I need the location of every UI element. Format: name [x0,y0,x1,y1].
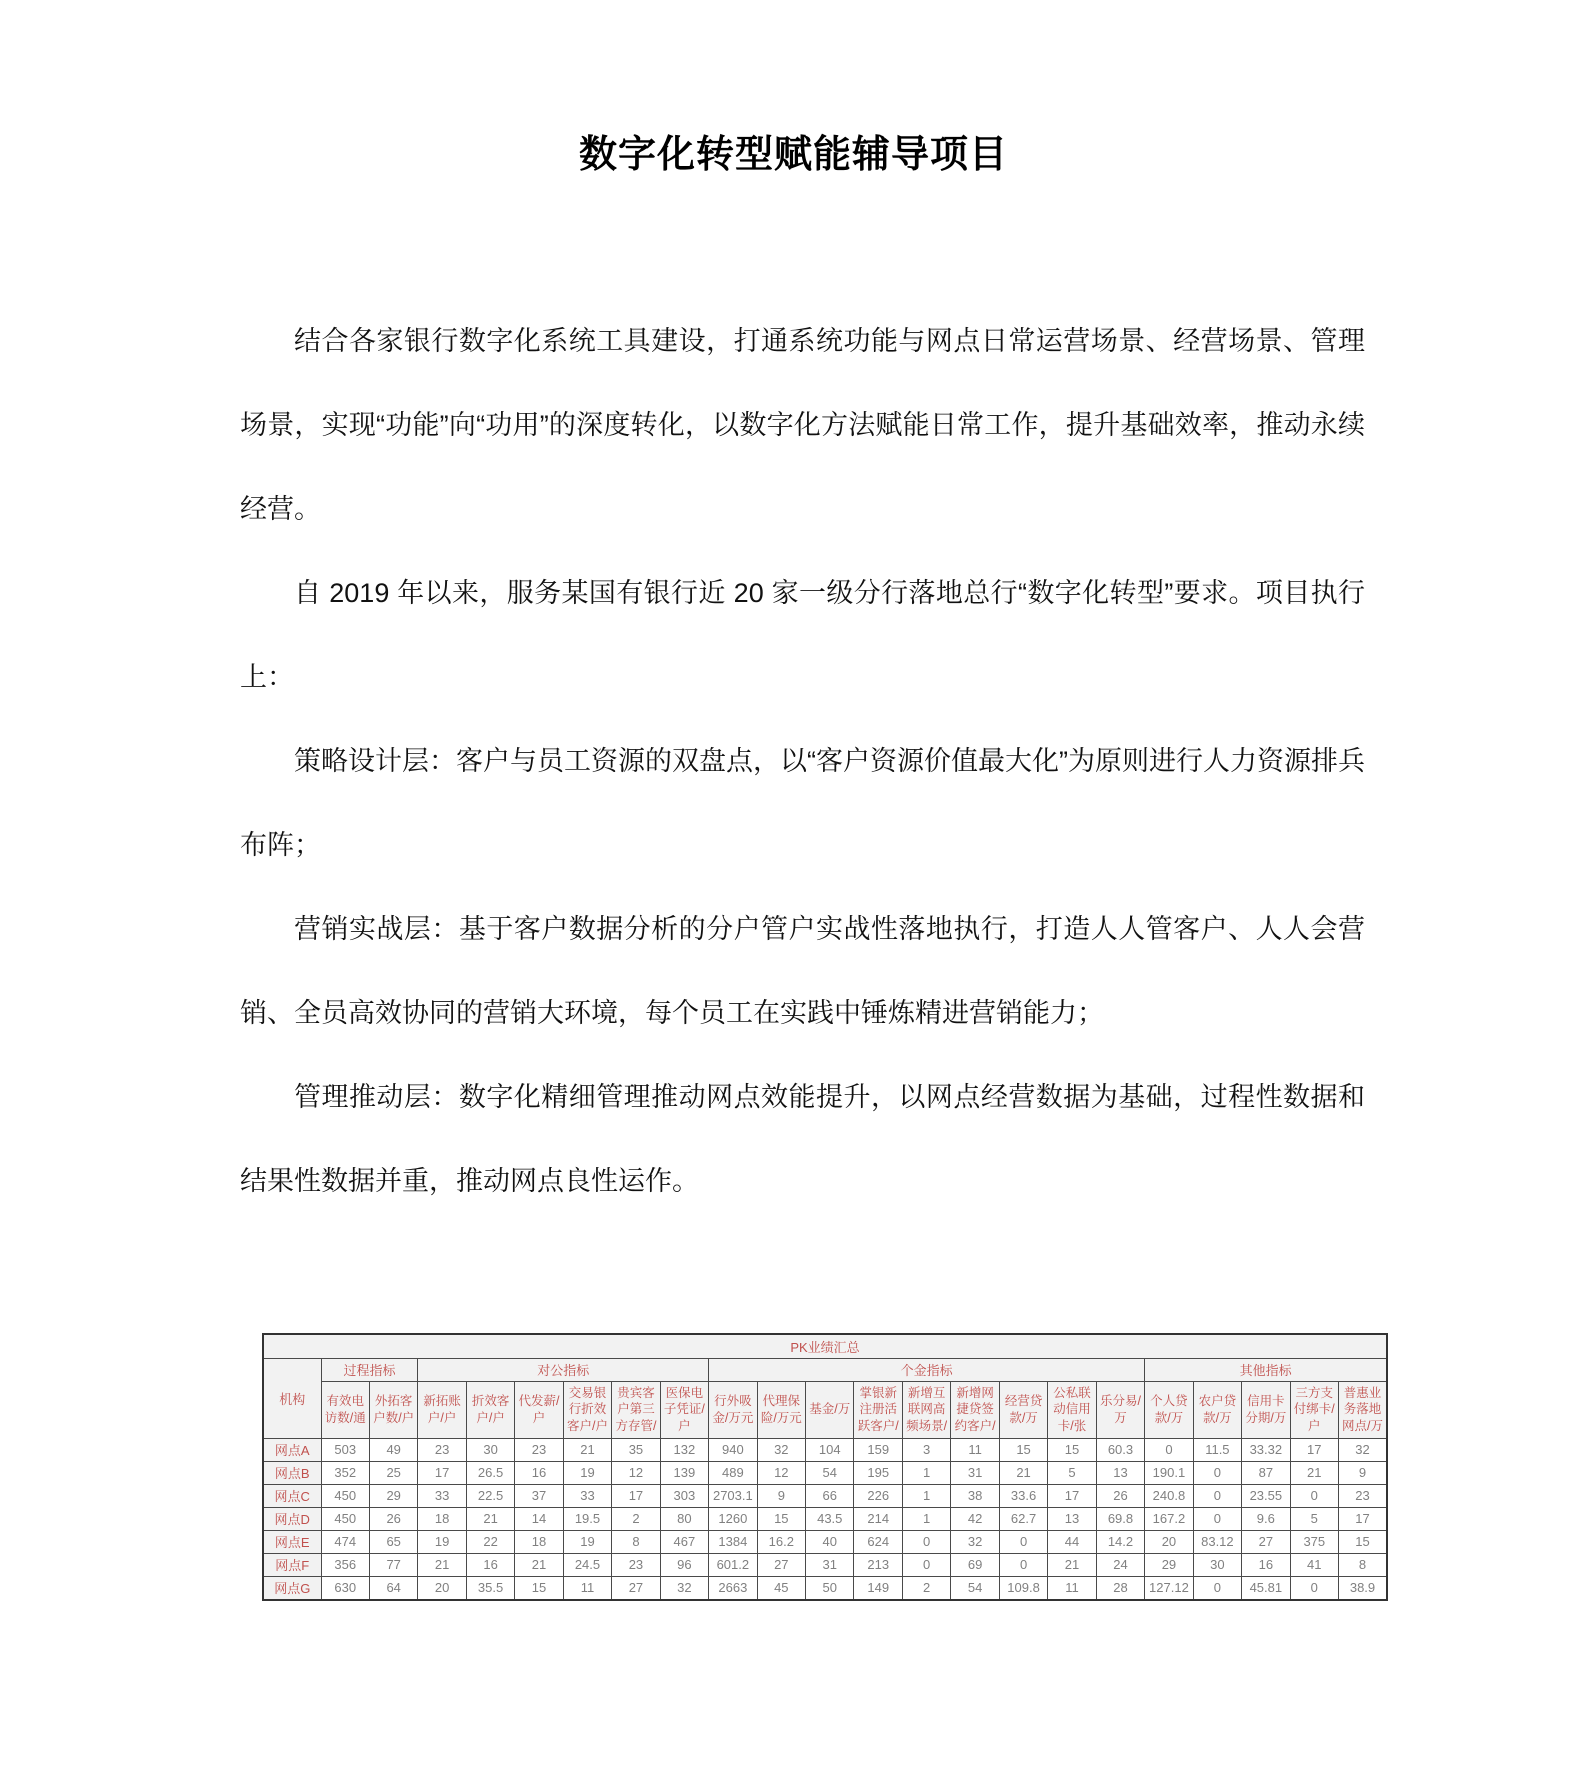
column-header: 行外吸金/万元 [709,1381,757,1438]
row-label: 网点G [263,1576,321,1600]
column-header: 医保电子凭证/户 [660,1381,708,1438]
cell-mobile-bank-active: 226 [854,1484,902,1507]
cell-linked-credit-cards: 17 [1048,1484,1096,1507]
cell-mobile-bank-active: 159 [854,1438,902,1461]
column-header: 乐分易/万 [1096,1381,1144,1438]
paragraph: 管理推动层：数字化精细管理推动网点效能提升，以网点经营数据为基础，过程性数据和结果性数据并重，推动网点良性运作。 [240,1081,1365,1196]
cell-medical-evoucher: 303 [660,1484,708,1507]
cell-rural-loans: 0 [1193,1484,1241,1507]
cell-vip-third-party: 23 [612,1553,660,1576]
cell-personal-loans: 29 [1145,1553,1193,1576]
cell-funds: 54 [806,1461,854,1484]
cell-internet-scenes: 2 [902,1576,950,1600]
cell-thirdparty-card-binding: 0 [1290,1576,1338,1600]
cell-external-funds: 2703.1 [709,1484,757,1507]
cell-funds: 43.5 [806,1507,854,1530]
cell-lefenyi: 60.3 [1096,1438,1144,1461]
cell-converted-customers: 35.5 [466,1576,514,1600]
cell-internet-scenes: 1 [902,1484,950,1507]
cell-medical-evoucher: 132 [660,1438,708,1461]
pk-table-wrap [262,1333,1587,1601]
cell-external-funds: 601.2 [709,1553,757,1576]
cell-vip-third-party: 35 [612,1438,660,1461]
cell-transaction-bank-customers: 19.5 [563,1507,611,1530]
cell-thirdparty-card-binding: 375 [1290,1530,1338,1553]
cell-outreach-customers: 77 [369,1553,417,1576]
cell-linked-credit-cards: 5 [1048,1461,1096,1484]
cell-vip-third-party: 8 [612,1530,660,1553]
cell-mobile-bank-active: 195 [854,1461,902,1484]
column-header: 有效电访数/通 [321,1381,369,1438]
corner-header: 机构 [263,1358,321,1438]
group-header-other: 其他指标 [1145,1358,1387,1381]
column-header: 信用卡分期/万 [1242,1381,1290,1438]
cell-rural-loans: 0 [1193,1576,1241,1600]
cell-lefenyi: 26 [1096,1484,1144,1507]
cell-rural-loans: 0 [1193,1461,1241,1484]
cell-personal-loans: 167.2 [1145,1507,1193,1530]
cell-business-loans: 15 [999,1438,1047,1461]
cell-mobile-bank-active: 624 [854,1530,902,1553]
cell-linked-credit-cards: 44 [1048,1530,1096,1553]
cell-internet-scenes: 1 [902,1507,950,1530]
cell-new-accounts: 21 [418,1553,466,1576]
cell-wangjiedai-signed: 31 [951,1461,999,1484]
column-header: 交易银行折效客户/户 [563,1381,611,1438]
cell-funds: 50 [806,1576,854,1600]
cell-external-funds: 940 [709,1438,757,1461]
cell-new-accounts: 23 [418,1438,466,1461]
column-header: 公私联动信用卡/张 [1048,1381,1096,1438]
table-column-header-row [263,1381,1387,1438]
cell-outreach-customers: 64 [369,1576,417,1600]
cell-medical-evoucher: 467 [660,1530,708,1553]
cell-lefenyi: 14.2 [1096,1530,1144,1553]
cell-agency-insurance: 12 [757,1461,805,1484]
cell-inclusive-business: 9 [1339,1461,1387,1484]
cell-agency-insurance: 27 [757,1553,805,1576]
cell-business-loans: 109.8 [999,1576,1047,1600]
column-header: 三方支付绑卡/户 [1290,1381,1338,1438]
cell-personal-loans: 127.12 [1145,1576,1193,1600]
cell-new-accounts: 17 [418,1461,466,1484]
cell-converted-customers: 22.5 [466,1484,514,1507]
column-header: 经营贷款/万 [999,1381,1047,1438]
cell-wangjiedai-signed: 32 [951,1530,999,1553]
cell-wangjiedai-signed: 42 [951,1507,999,1530]
group-header-process: 过程指标 [321,1358,418,1381]
row-label: 网点B [263,1461,321,1484]
table-row [263,1507,1387,1530]
cell-lefenyi: 24 [1096,1553,1144,1576]
cell-card-installments: 27 [1242,1530,1290,1553]
cell-effective-calls: 630 [321,1576,369,1600]
column-header: 普惠业务落地网点/万 [1339,1381,1387,1438]
cell-wangjiedai-signed: 69 [951,1553,999,1576]
cell-transaction-bank-customers: 11 [563,1576,611,1600]
table-row [263,1530,1387,1553]
cell-personal-loans: 190.1 [1145,1461,1193,1484]
table-row [263,1484,1387,1507]
cell-funds: 31 [806,1553,854,1576]
column-header: 掌银新注册活跃客户/ [854,1381,902,1438]
cell-personal-loans: 0 [1145,1438,1193,1461]
column-header: 新增网捷贷签约客户/ [951,1381,999,1438]
row-label: 网点F [263,1553,321,1576]
cell-external-funds: 1384 [709,1530,757,1553]
group-header-personal: 个金指标 [709,1358,1145,1381]
cell-card-installments: 45.81 [1242,1576,1290,1600]
cell-thirdparty-card-binding: 5 [1290,1507,1338,1530]
row-label: 网点E [263,1530,321,1553]
table-row [263,1438,1387,1461]
paragraph: 营销实战层：基于客户数据分析的分户管户实战性落地执行，打造人人管客户、人人会营销、全员高效协同的营销大环境，每个员工在实践中锤炼精进营销能力； [240,913,1365,1028]
cell-lefenyi: 69.8 [1096,1507,1144,1530]
cell-payroll: 23 [515,1438,563,1461]
cell-effective-calls: 450 [321,1484,369,1507]
cell-card-installments: 16 [1242,1553,1290,1576]
cell-rural-loans: 83.12 [1193,1530,1241,1553]
table-group-header-row [263,1358,1387,1381]
cell-linked-credit-cards: 13 [1048,1507,1096,1530]
group-header-corporate: 对公指标 [418,1358,709,1381]
column-header: 基金/万 [806,1381,854,1438]
cell-effective-calls: 450 [321,1507,369,1530]
cell-payroll: 37 [515,1484,563,1507]
pk-performance-table [262,1333,1388,1601]
cell-linked-credit-cards: 11 [1048,1576,1096,1600]
cell-lefenyi: 28 [1096,1576,1144,1600]
cell-thirdparty-card-binding: 21 [1290,1461,1338,1484]
table-title-row [263,1334,1387,1359]
document-title: 数字化转型赋能辅导项目 [578,134,1008,176]
table-row [263,1553,1387,1576]
cell-external-funds: 1260 [709,1507,757,1530]
cell-inclusive-business: 17 [1339,1507,1387,1530]
table-row [263,1576,1387,1600]
cell-agency-insurance: 16.2 [757,1530,805,1553]
cell-inclusive-business: 15 [1339,1530,1387,1553]
column-header: 折效客户/户 [466,1381,514,1438]
cell-business-loans: 33.6 [999,1484,1047,1507]
cell-business-loans: 0 [999,1530,1047,1553]
cell-rural-loans: 0 [1193,1507,1241,1530]
cell-linked-credit-cards: 15 [1048,1438,1096,1461]
cell-medical-evoucher: 80 [660,1507,708,1530]
cell-new-accounts: 33 [418,1484,466,1507]
cell-vip-third-party: 27 [612,1576,660,1600]
cell-thirdparty-card-binding: 0 [1290,1484,1338,1507]
cell-internet-scenes: 0 [902,1553,950,1576]
cell-new-accounts: 20 [418,1576,466,1600]
cell-lefenyi: 13 [1096,1461,1144,1484]
cell-vip-third-party: 2 [612,1507,660,1530]
row-label: 网点A [263,1438,321,1461]
cell-transaction-bank-customers: 19 [563,1530,611,1553]
cell-effective-calls: 352 [321,1461,369,1484]
cell-outreach-customers: 65 [369,1530,417,1553]
cell-converted-customers: 30 [466,1438,514,1461]
cell-converted-customers: 21 [466,1507,514,1530]
column-header: 新拓账户/户 [418,1381,466,1438]
cell-rural-loans: 11.5 [1193,1438,1241,1461]
cell-internet-scenes: 0 [902,1530,950,1553]
cell-transaction-bank-customers: 19 [563,1461,611,1484]
cell-transaction-bank-customers: 33 [563,1484,611,1507]
cell-converted-customers: 16 [466,1553,514,1576]
cell-mobile-bank-active: 214 [854,1507,902,1530]
cell-inclusive-business: 38.9 [1339,1576,1387,1600]
cell-card-installments: 33.32 [1242,1438,1290,1461]
cell-effective-calls: 474 [321,1530,369,1553]
column-header: 新增互联网高频场景/ [902,1381,950,1438]
cell-wangjiedai-signed: 54 [951,1576,999,1600]
cell-outreach-customers: 25 [369,1461,417,1484]
paragraph: 结合各家银行数字化系统工具建设，打通系统功能与网点日常运营场景、经营场景、管理场景，实现“功能”向“功用”的深度转化，以数字化方法赋能日常工作，提升基础效率，推动永续经营。 [240,325,1365,524]
cell-linked-credit-cards: 21 [1048,1553,1096,1576]
column-header: 代发薪/户 [515,1381,563,1438]
table-row [263,1461,1387,1484]
cell-rural-loans: 30 [1193,1553,1241,1576]
cell-mobile-bank-active: 213 [854,1553,902,1576]
cell-wangjiedai-signed: 11 [951,1438,999,1461]
cell-effective-calls: 503 [321,1438,369,1461]
cell-inclusive-business: 8 [1339,1553,1387,1576]
paragraph: 策略设计层：客户与员工资源的双盘点，以“客户资源价值最大化”为原则进行人力资源排兵布阵； [240,745,1365,860]
cell-internet-scenes: 1 [902,1461,950,1484]
cell-transaction-bank-customers: 21 [563,1438,611,1461]
cell-agency-insurance: 9 [757,1484,805,1507]
cell-transaction-bank-customers: 24.5 [563,1553,611,1576]
cell-wangjiedai-signed: 38 [951,1484,999,1507]
cell-medical-evoucher: 139 [660,1461,708,1484]
column-header: 农户贷款/万 [1193,1381,1241,1438]
cell-funds: 40 [806,1530,854,1553]
cell-outreach-customers: 29 [369,1484,417,1507]
cell-mobile-bank-active: 149 [854,1576,902,1600]
cell-vip-third-party: 12 [612,1461,660,1484]
paragraph: 自 2019 年以来，服务某国有银行近 20 家一级分行落地总行“数字化转型”要求。项目执行上： [240,577,1365,692]
cell-new-accounts: 19 [418,1530,466,1553]
cell-card-installments: 23.55 [1242,1484,1290,1507]
cell-outreach-customers: 26 [369,1507,417,1530]
cell-internet-scenes: 3 [902,1438,950,1461]
cell-agency-insurance: 45 [757,1576,805,1600]
cell-funds: 66 [806,1484,854,1507]
cell-agency-insurance: 15 [757,1507,805,1530]
column-header: 个人贷款/万 [1145,1381,1193,1438]
cell-external-funds: 2663 [709,1576,757,1600]
cell-business-loans: 0 [999,1553,1047,1576]
cell-medical-evoucher: 96 [660,1553,708,1576]
cell-converted-customers: 22 [466,1530,514,1553]
cell-thirdparty-card-binding: 17 [1290,1438,1338,1461]
cell-card-installments: 9.6 [1242,1507,1290,1530]
cell-effective-calls: 356 [321,1553,369,1576]
cell-inclusive-business: 23 [1339,1484,1387,1507]
cell-payroll: 16 [515,1461,563,1484]
cell-personal-loans: 240.8 [1145,1484,1193,1507]
column-header: 代理保险/万元 [757,1381,805,1438]
cell-card-installments: 87 [1242,1461,1290,1484]
cell-external-funds: 489 [709,1461,757,1484]
cell-new-accounts: 18 [418,1507,466,1530]
cell-payroll: 18 [515,1530,563,1553]
cell-payroll: 14 [515,1507,563,1530]
cell-inclusive-business: 32 [1339,1438,1387,1461]
cell-business-loans: 62.7 [999,1507,1047,1530]
cell-business-loans: 21 [999,1461,1047,1484]
row-label: 网点D [263,1507,321,1530]
document-body [240,299,1365,1223]
row-label: 网点C [263,1484,321,1507]
cell-converted-customers: 26.5 [466,1461,514,1484]
column-header: 贵宾客户第三方存管/ [612,1381,660,1438]
table-title: PK业绩汇总 [263,1334,1387,1359]
cell-funds: 104 [806,1438,854,1461]
column-header: 外拓客户数/户 [369,1381,417,1438]
cell-payroll: 21 [515,1553,563,1576]
cell-thirdparty-card-binding: 41 [1290,1553,1338,1576]
cell-medical-evoucher: 32 [660,1576,708,1600]
cell-personal-loans: 20 [1145,1530,1193,1553]
cell-payroll: 15 [515,1576,563,1600]
cell-agency-insurance: 32 [757,1438,805,1461]
cell-vip-third-party: 17 [612,1484,660,1507]
cell-outreach-customers: 49 [369,1438,417,1461]
